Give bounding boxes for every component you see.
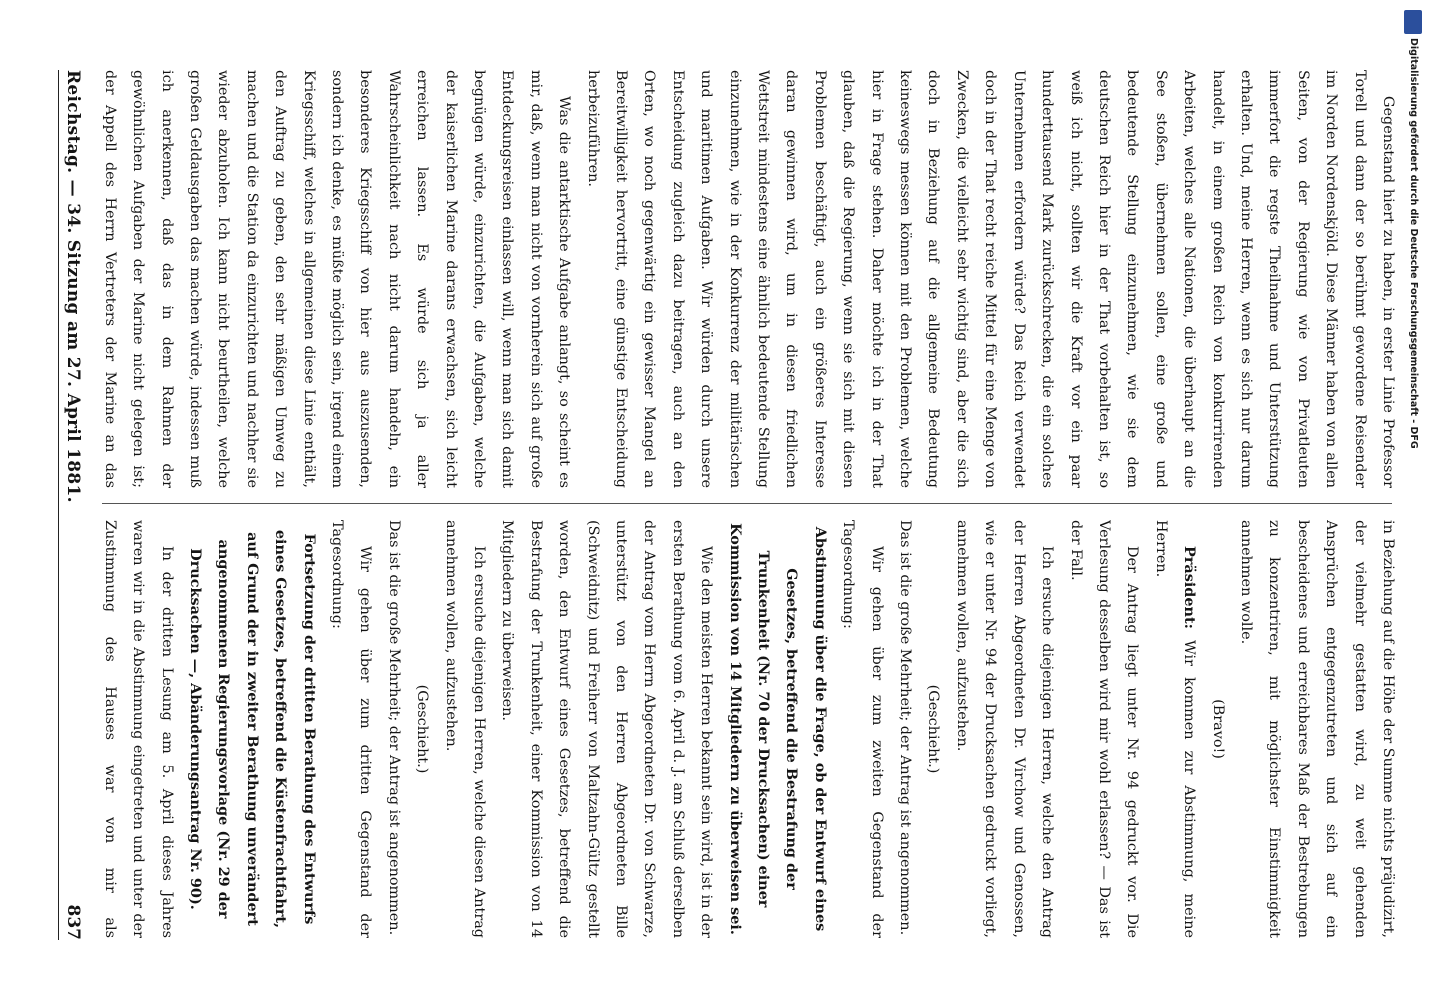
paragraph: Das ist die große Mehrheit; der Antrag ist angenommen. xyxy=(897,520,914,936)
column-divider xyxy=(102,503,1392,504)
interjection: (Geschieht.) xyxy=(414,684,431,774)
running-title: Reichstag. — 34. Sitzung am 27. April 1881. xyxy=(63,70,83,503)
right-column xyxy=(102,520,1402,938)
speaker-label: Präsident: xyxy=(1181,546,1199,629)
paragraph: Wir gehen über zum zweiten Gegenstand der Tagesordnung: xyxy=(840,520,885,938)
left-column xyxy=(102,70,1402,488)
interjection: (Bravo!) xyxy=(1209,699,1226,759)
paragraph: Was die antarktische Aufgabe anlangt, so scheint es mir, daß, wenn man nicht von vornherein sich auf große Entdeckungsreisen einlassen will, wenn man sich damit begnügen würde, einzurichten, die Aufgaben, welche der kaiserlichen Marine darans erwachsen, sich leicht erreichen lassen. Es würde sich ja aller Wahrscheinlichkeit nach nicht darum handeln, ein besonderes Kriegsschiff von hier aus auszusenden, sondern ich denke, es müßte möglich sein, irgend einem Kriegsschiff, welches in allgemeinen diese Linie enthält, den Auftrag zu geben, den sehr mäßigen Umweg zu machen und die Station da einzurichten und nachher sie wieder abzuholen. Ich kann nicht beurtheilen, welche großen Geldausgaben das machen würde, indessen muß ich anerkennen, daß das in dem Rahmen der gewöhnlichen Aufgaben der Marine nicht gelegen ist; der Appell des Herrn Vertreters der Marine an das xyxy=(102,70,573,488)
running-header xyxy=(58,70,94,940)
paragraph: Das ist die große Mehrheit; der Antrag ist angenommen. xyxy=(385,520,402,936)
paragraph: Der Antrag liegt unter Nr. 94 gedruckt vor. Die Verlesung desselben wird mir wohl erlassen? — Das ist der Fall. xyxy=(1067,520,1141,938)
paragraph: Ich ersuche diejenigen Herren, welche den Antrag der Herren Abgeordneten Dr. Virchow und Genossen, wie er unter Nr. 94 der Drucksachen gedruckt vorliegt, annehmen wollen, aufzustehen. xyxy=(953,520,1056,938)
paragraph: In der dritten Lesung am 5. April dieses Jahres waren wir in die Abstimmung eingetreten und unter der Zustimmung des Hauses war von mir als xyxy=(102,520,175,938)
page-number: 837 xyxy=(63,904,83,940)
paragraph: Präsident: Wir kommen zur Abstimmung, meine Herren. xyxy=(1152,520,1199,938)
agenda-heading: Abstimmung über die Frage, ob der Entwurf eines Gesetzes, betreffend die Bestrafung der Trunkenheit (Nr. 70 der Drucksachen) einer Kommission von 14 Mitgliedern zu überweisen sei. xyxy=(726,523,829,935)
agenda-heading: Fortsetzung der dritten Berathung des Entwurfs eines Gesetzes, betreffend die Küstenfrachtfahrt, auf Grund der in zweiter Berathung unverändert angenommenen Regierungsvorlage (Nr. 29 der Drucksachen —, Abänderungsantrag Nr. 90). xyxy=(186,529,318,929)
interjection: (Geschieht.) xyxy=(925,684,942,774)
paragraph: Wir gehen über zum dritten Gegenstand der Tagesordnung: xyxy=(328,520,374,938)
dfg-margin-note xyxy=(1402,10,1424,1000)
paragraph: in Beziehung auf die Höhe der Summe nichts präjudizirt, der vielmehr gestatten wird, zu weit gehenden Ansprüchen entgegenzutreten und sich auf ein bescheidenes und erreichbares Maß der Bestrebungen zu konzentriren, mit möglichster Einstimmigkeit annehmen wolle. xyxy=(1237,520,1396,938)
dfg-note-text: Digitalisierung gefördert durch die Deutsche Forschungsgemeinschaft - DFG xyxy=(1408,38,1419,449)
paragraph: Ich ersuche diejenigen Herren, welche diesen Antrag annehmen wollen, aufzustehen. xyxy=(442,520,487,938)
paragraph: Gegenstand hiert zu haben, in erster Linie Professor Torell und dann der so berühmt gewordene Reisender im Norden Nordenskjöld. Diese Männer haben von allen Seiten, von der Regierung wie von Privatleuten immerfort die regste Theilnahme und Unterstützung erhalten. Und, meine Herren, wenn es sich nur darum handelt, in einem großen Reich von konkurrirenden Arbeiten, welches alle Nationen, die überhaupt an die See stoßen, übernehmen sollen, eine große und bedeutende Stellung einzunehmen, wie sie dem deutschen Reich hier in der That vorbehalten ist, so weiß ich nicht, sollten wir die Kraft vor ein paar hunderttausend Mark zurückschrecken, die ein solches Unternehmen erfordern würde? Das Reich verwendet doch in der That recht reiche Mittel für eine Menge von Zwecken, die vielleicht sehr wichtig sind, aber die sich doch in Beziehung auf die allgemeine Bedeutung keineswegs messen können mit den Problemen, welche hier in Frage stehen. Daher möchte ich in der That glauben, daß die Regierung, wenn sie sich mit diesen Problemen beschäftigt, auch ein größeres Interesse daran gewinnen wird, um in diesen friedlichen Wettstreit mindestens eine ähnlich bedeutende Stellung einzunehmen, wie in der Konkurrenz der militärischen und maritimen Aufgaben. Wir würden durch unsere Entscheidung zugleich dazu beitragen, auch an den Orten, wo noch gegenwärtig ein gewisser Mangel an Bereitwilligkeit hervortritt, eine günstige Entscheidung herbeizuführen. xyxy=(584,70,1396,488)
paragraph: Wie den meisten Herren bekannt sein wird, ist in der ersten Berathung vom 6. April d. J. am Schluß derselben der Antrag vom Herrn Abgeordneten Dr. von Schwarze, unterstützt von den Herren Abgeordneten Bille (Schweidnitz) und Freiherr von Maltzahn-Gültz gestellt worden, den Entwurf eines Gesetzes, betreffend die Bestrafung der Trunkenheit, einer Kommission von 14 Mitgliedern zu überweisen. xyxy=(499,520,715,938)
